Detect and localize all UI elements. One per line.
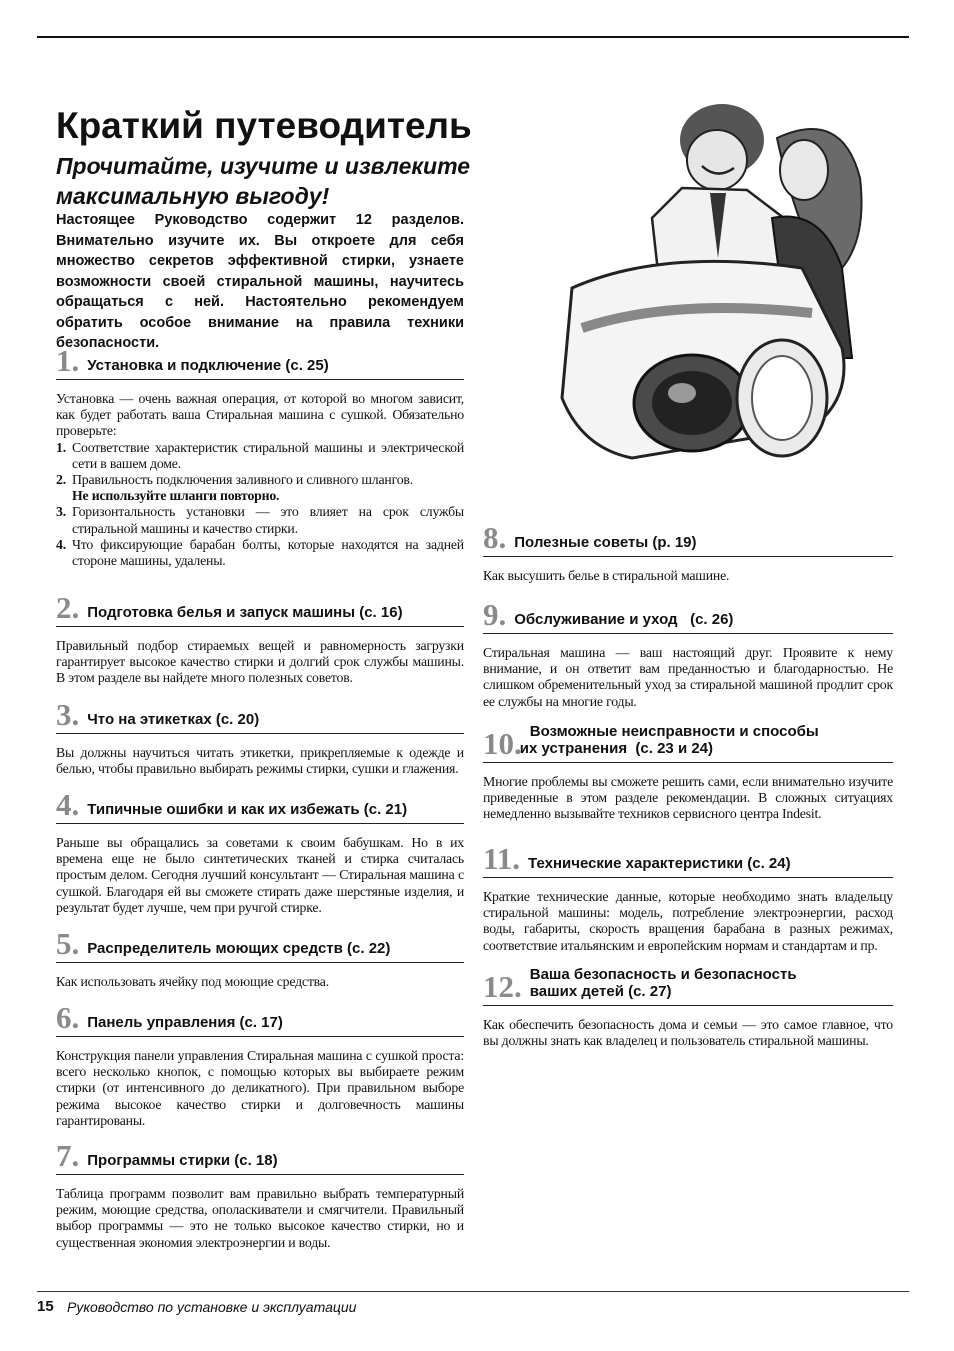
section-text: Как использовать ячейку под моющие средства. xyxy=(56,974,329,989)
section-header xyxy=(56,697,464,734)
section-title: Возможные неисправности и способы их устранения (с. 23 и 24) xyxy=(519,723,819,757)
section-number: 8. xyxy=(483,520,507,555)
section-title: Технические характеристики (с. 24) xyxy=(528,855,791,872)
section-3 xyxy=(56,697,464,777)
section-title: Полезные советы (р. 19) xyxy=(514,534,697,551)
section-number: 1. xyxy=(56,343,80,378)
section-text: Установка — очень важная операция, от которой во многом зависит, как будет работать ваша Стиральная машина с сушкой. Обязательно проверьте: xyxy=(56,391,464,439)
section-text: Стиральная машина — ваш настоящий друг. Проявите к нему внимание, и он ответит вам преданностью и благодарностью. Не слишком обременительный уход за стиральной машиной продлит срок ее службы на многие годы. xyxy=(483,645,893,709)
section-6 xyxy=(56,1000,464,1129)
section-header xyxy=(56,926,464,963)
checklist xyxy=(56,440,464,570)
section-2 xyxy=(56,590,464,687)
section-text: Как обеспечить безопасность дома и семьи — это самое главное, что вы должны знать как владелец и пользователь стиральной машины. xyxy=(483,1017,893,1049)
section-header xyxy=(483,520,893,557)
section-8 xyxy=(483,520,893,584)
footer-title: Руководство по установке и эксплуатации xyxy=(67,1299,357,1315)
section-header xyxy=(56,343,464,380)
section-title: Типичные ошибки и как их избежать (с. 21) xyxy=(87,801,408,818)
section-7 xyxy=(56,1138,464,1251)
warning-note: Не используйте шланги повторно. xyxy=(72,488,280,504)
page-number: 15 xyxy=(37,1298,54,1315)
section-1 xyxy=(56,343,464,569)
page-title: Краткий путеводитель xyxy=(56,105,472,146)
woman-face xyxy=(780,140,828,200)
section-number: 10. xyxy=(483,726,522,761)
section-header xyxy=(56,1000,464,1037)
section-4 xyxy=(56,787,464,916)
section-5 xyxy=(56,926,464,990)
section-title: Распределитель моющих средств (с. 22) xyxy=(87,940,391,957)
intro-paragraph: Настоящее Руководство содержит 12 разделов. Внимательно изучите их. Вы откроете для себя множество секретов эффективной стирки, узнаете возможности своей стиральной машины, научитесь обращаться с ней. Настоятельно рекомендуем обратить особое внимание на правила техники безопасности. xyxy=(56,212,464,351)
section-text: Конструкция панели управления Стиральная машина с сушкой проста: всего несколько кнопок, с помощью которых вы выбираете режим стирки (от интенсивного до деликатного). При правильном выборе режима высокое качество стирки и долговечность машины гарантированы. xyxy=(56,1048,464,1128)
top-rule xyxy=(37,36,909,38)
section-12 xyxy=(483,966,893,1049)
section-text: Вы должны научиться читать этикетки, прикрепляемые к одежде и белью, чтобы правильно выбирать режимы стирки, сушки и глажения. xyxy=(56,745,464,777)
section-number: 9. xyxy=(483,597,507,632)
section-9 xyxy=(483,597,893,710)
section-header xyxy=(483,723,893,763)
list-item: 4. Что фиксирующие барабан болты, которые находятся на задней стороне машины, удалены. xyxy=(56,536,464,569)
section-text: Правильный подбор стираемых вещей и равномерность загрузки гарантирует высокое качество стирки и долгий срок службы машины. В этом разделе вы найдете много полезных советов. xyxy=(56,638,464,686)
list-item: 2. Правильность подключения заливного и сливного шлангов. Не используйте шланги повторно. xyxy=(56,472,464,504)
section-10 xyxy=(483,723,893,823)
section-number: 12. xyxy=(483,969,522,1004)
section-number: 6. xyxy=(56,1000,80,1035)
section-title: Подготовка белья и запуск машины (с. 16) xyxy=(87,604,403,621)
page-subtitle: Прочитайте, изучите и извлеките максимальную выгоду! xyxy=(56,153,471,209)
section-title: Программы стирки (с. 18) xyxy=(87,1152,278,1169)
section-header xyxy=(483,841,893,878)
section-header xyxy=(56,1138,464,1175)
section-title: Обслуживание и уход (с. 26) xyxy=(514,611,734,628)
section-header xyxy=(56,590,464,627)
list-item: 3. Горизонтальность установки — это влияет на срок службы стиральной машины и качество стирки. xyxy=(56,504,464,536)
section-title: Установка и подключение (с. 25) xyxy=(87,357,329,374)
section-text: Таблица программ позволит вам правильно выбрать температурный режим, моющие средства, ополаскиватели и смягчители. Правильный выбор программы — это не только высокое качество стирки, но и существенная экономия электроэнергии и воды. xyxy=(56,1186,464,1250)
section-number: 3. xyxy=(56,697,80,732)
section-number: 11. xyxy=(483,841,521,876)
section-text: Многие проблемы вы сможете решить сами, если внимательно изучите приведенные в этом разделе рекомендации. В сложных ситуациях немедленно вызывайте техников сервисного центра Indesit. xyxy=(483,774,893,822)
section-title: Что на этикетках (с. 20) xyxy=(87,711,260,728)
section-text: Как высушить белье в стиральной машине. xyxy=(483,568,730,583)
section-number: 7. xyxy=(56,1138,80,1173)
section-title: Панель управления (с. 17) xyxy=(87,1014,283,1031)
section-11 xyxy=(483,841,893,954)
man-face xyxy=(687,130,747,190)
section-number: 4. xyxy=(56,787,80,822)
section-text: Краткие технические данные, которые необходимо знать владельцу стиральной машины: модель, потребление электроэнергии, расход воды, габариты, скорость вращения барабана в разных режимах, соответствие итальянским и европейским нормам и стандартам и пр. xyxy=(483,889,893,953)
section-title: Ваша безопасность и безопасность ваших детей (с. 27) xyxy=(529,966,797,1000)
bottom-rule xyxy=(37,1291,909,1292)
section-header xyxy=(483,597,893,634)
section-number: 5. xyxy=(56,926,80,961)
section-header xyxy=(483,966,893,1006)
section-header xyxy=(56,787,464,824)
section-text: Раньше вы обращались за советами к своим бабушкам. Но в их времена еще не было синтетических тканей и стирка считалась простым делом. Сегодня лучший консультант — Стиральная машина с сушкой. Благодаря ей вы сможете стирать даже шерстяные изделия, и результат будет лучше, чем при ручгой стирке. xyxy=(56,835,464,915)
list-item: 1. Соответствие характеристик стиральной машины и электрической сети в вашем доме. xyxy=(56,439,464,471)
section-number: 2. xyxy=(56,590,80,625)
couple-washing-machine-illustration xyxy=(542,98,872,490)
